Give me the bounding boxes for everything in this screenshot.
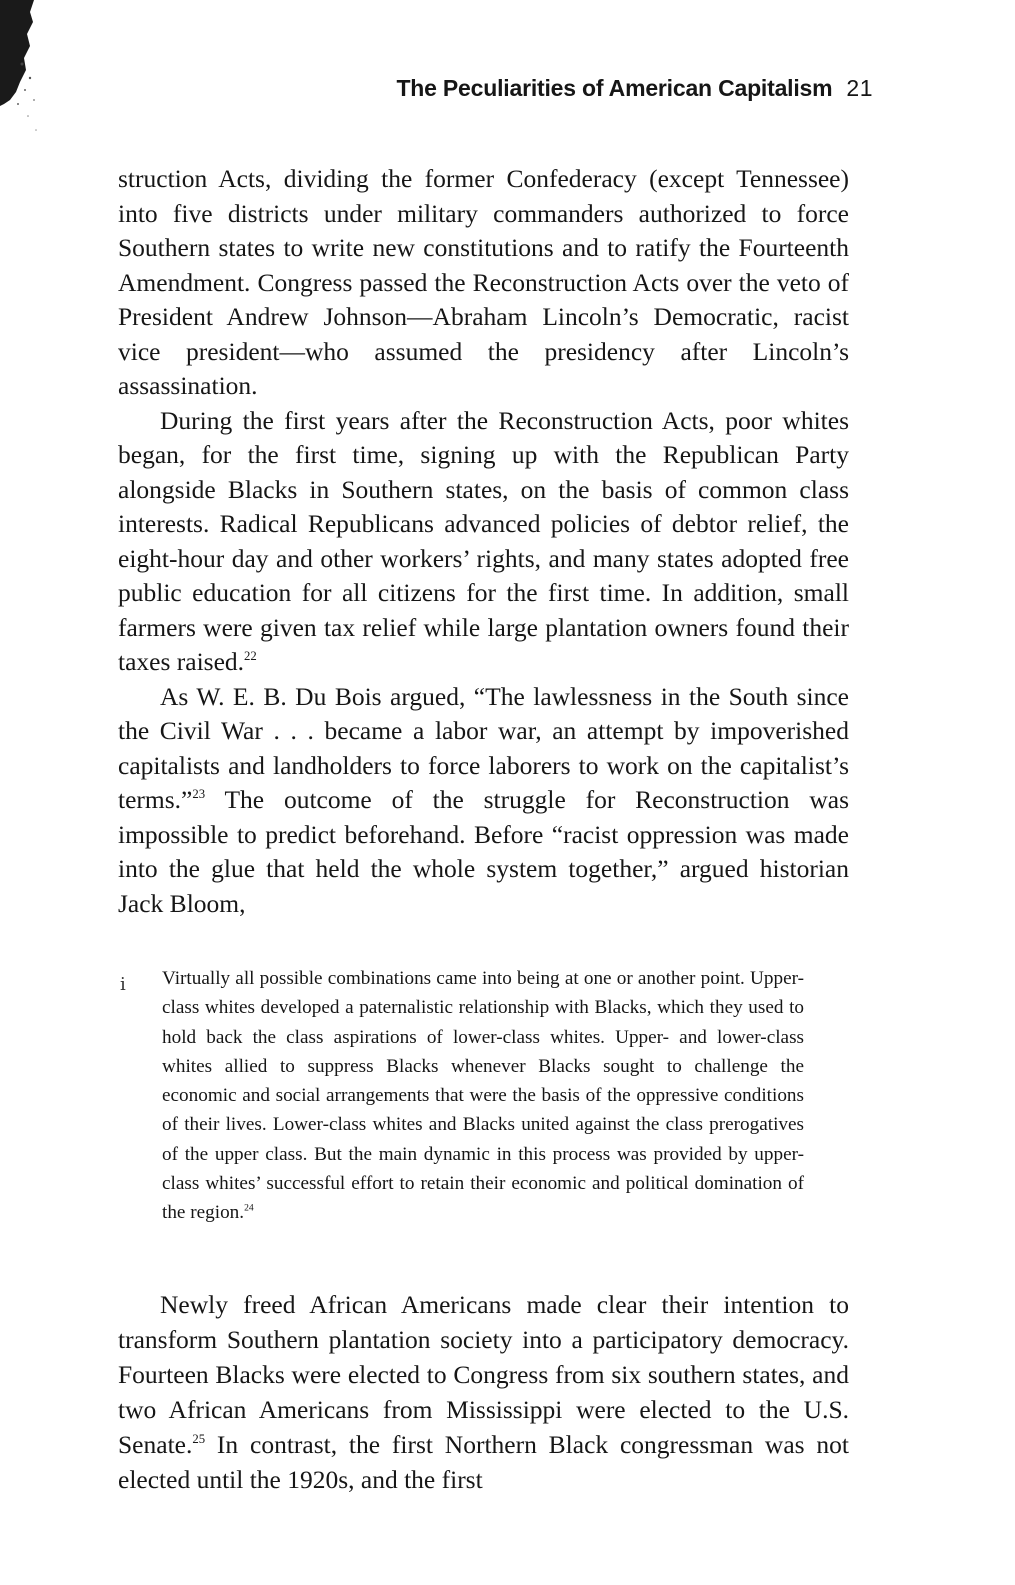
body-text <box>118 162 849 921</box>
paragraph-2: During the first years after the Reconstruction Acts, poor whites began, for the first time, signing up with the Republican Party alongside Blacks in Southern states, on the basis of common class interests. Radical Republicans advanced policies of debtor relief, the eight-hour day and other workers’ rights, and many states adopted free public education for all citizens for the first time. In addition, small farmers were given tax relief while large plantation owners found their taxes raised.$^{22}$ <box>118 405 849 676</box>
scan-artifact <box>0 0 60 140</box>
paragraph-1: struction Acts, dividing the former Confederacy (except Tennessee) into five districts under military commanders authorized to force Southern states to write new constitutions and to ratify the Fourteenth Amendment. Congress passed the Reconstruction Acts over the veto of President Andrew Johnson—Abraham Lincoln’s Democratic, racist vice president—who assumed the presidency after Lincoln’s assassination. <box>118 164 849 400</box>
margin-mark: ⅰ <box>120 974 126 994</box>
paragraph-4: Newly freed African Americans made clear their intention to transform Southern plantation society into a participatory democracy. Fourteen Blacks were elected to Congress from six southern states, and two African Americans from Mississippi were elected to the U.S. Senate.$^{25}$ In contrast, the first Northern Black congressman was not elected until the 1920s, and the first <box>118 1290 849 1494</box>
block-quote: Virtually all possible combinations came into being at one or another point. Upper-class whites developed a paternalistic relationship with Blacks, which they used to hold back the class aspirations of lower-class whites. Upper- and lower-class whites allied to suppress Blacks whenever Blacks sought to challenge the economic and social arrangements that were the basis of the oppressive conditions of their lives. Lower-class whites and Blacks united against the class prerogatives of the upper class. But the main dynamic in this process was provided by upper-class whites’ successful effort to retain their economic and political domination of the region.$^{24}$ <box>162 968 804 1224</box>
paragraph-3: As W. E. B. Du Bois argued, “The lawlessness in the South since the Civil War . . . became a labor war, an attempt by impoverished capitalists and landholders to force laborers to work on the capitalist’s terms.”$^{23}$ The outcome of the struggle for Reconstruction was impossible to predict beforehand. Before “racist oppression was made into the glue that held the whole system together,” argued historian Jack Bloom, <box>118 681 849 918</box>
closing-text <box>118 1287 849 1497</box>
page-number: 21 <box>846 75 873 101</box>
footnote-ref: 23 <box>192 786 206 801</box>
footnote-ref: 24 <box>244 1202 254 1214</box>
running-header <box>118 70 873 106</box>
footnote-ref: 22 <box>244 648 257 663</box>
footnote-ref: 25 <box>192 1431 206 1446</box>
running-header-title: The Peculiarities of American Capitalism <box>396 75 833 101</box>
